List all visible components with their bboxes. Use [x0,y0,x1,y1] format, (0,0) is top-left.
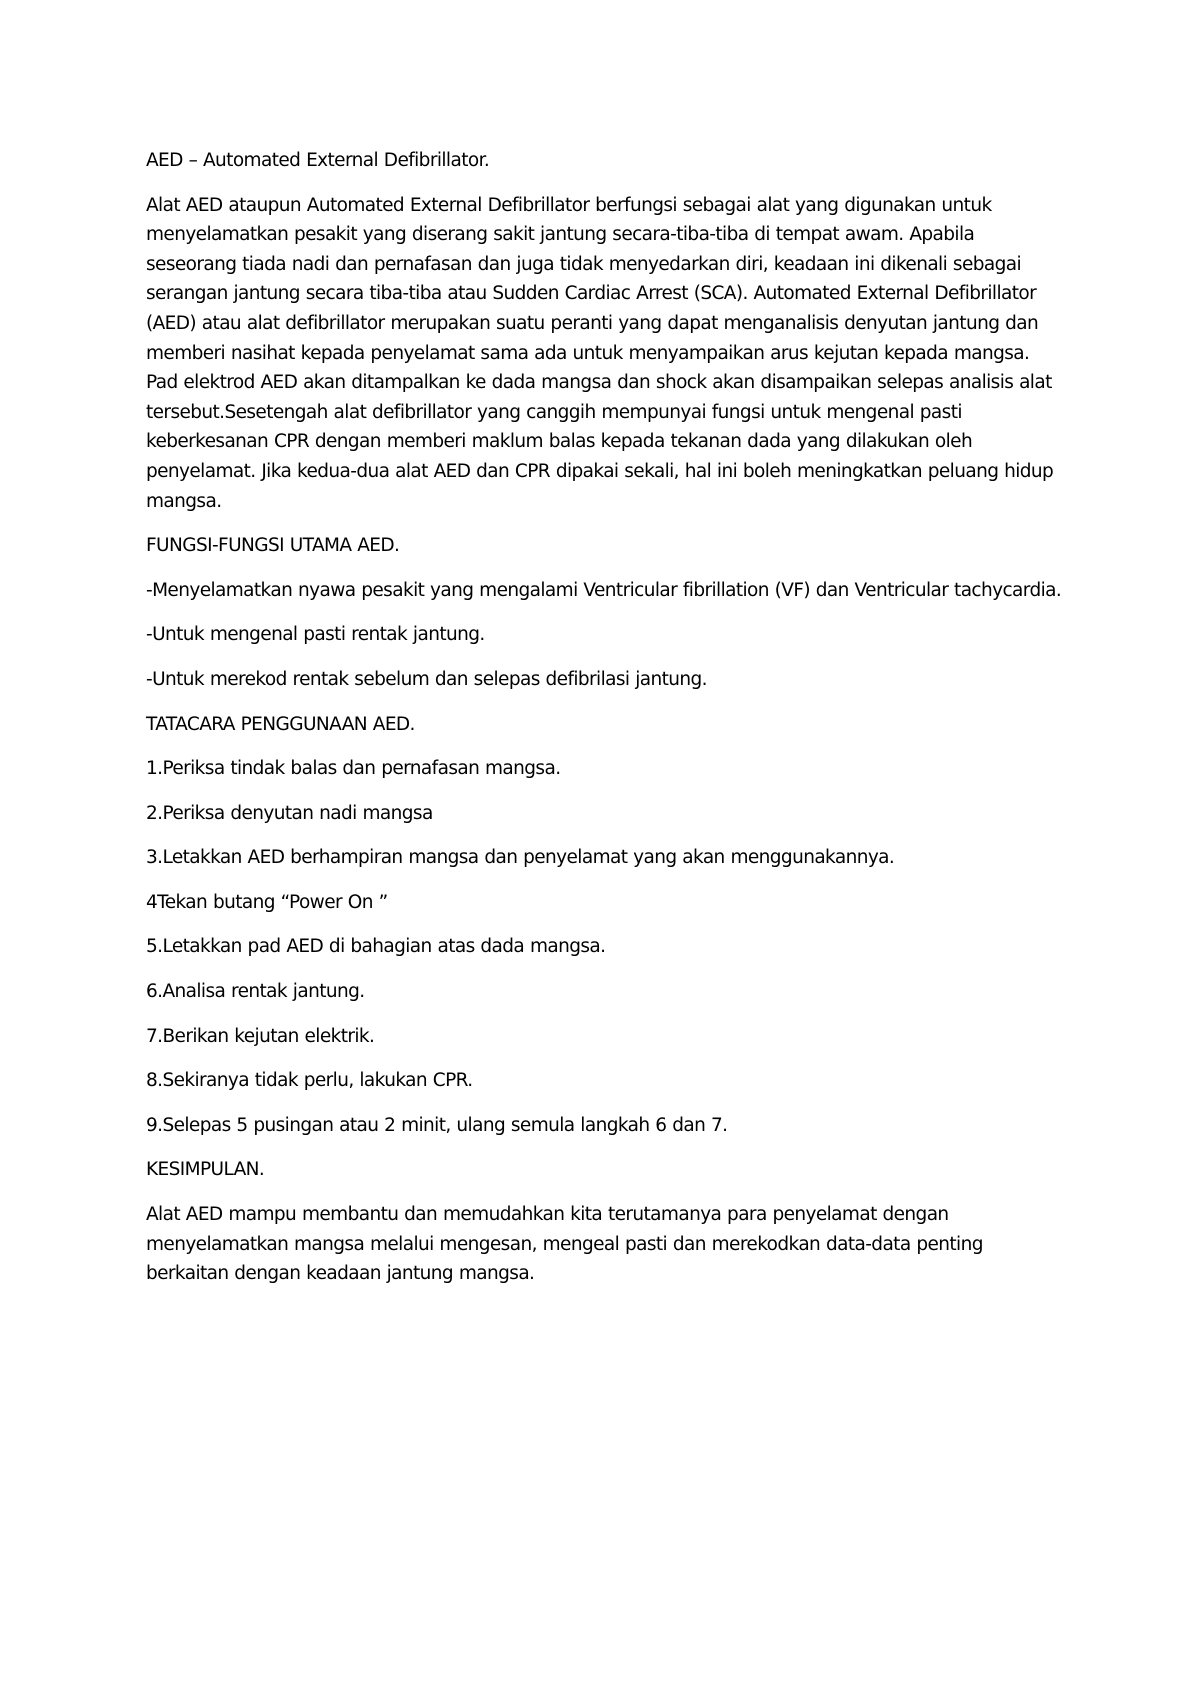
functions-heading: FUNGSI-FUNGSI UTAMA AED. [146,535,400,557]
procedure-step: 9.Selepas 5 pusingan atau 2 minit, ulang semula langkah 6 dan 7. [146,1114,728,1136]
procedure-step: 1.Periksa tindak balas dan pernafasan mangsa. [146,758,561,780]
document-title: AED – Automated External Defibrillator. [146,150,490,171]
conclusion-heading: KESIMPULAN. [146,1159,265,1181]
procedure-step: 4Tekan butang “Power On ” [146,891,388,913]
procedure-heading: TATACARA PENGGUNAAN AED. [146,713,415,735]
intro-paragraph: Alat AED ataupun Automated External Defibrillator berfungsi sebagai alat yang digunakan untuk menyelamatkan pesakit yang diserang sakit jantung secara-tiba-tiba di tempat awam. Apabila seseorang tiada nadi dan pernafasan dan juga tidak menyedarkan diri, keadaan ini dikenali sebagai serangan jantung secara tiba-tiba atau Sudden Cardiac Arrest (SCA). Automated External Defibrillator (AED) atau alat defibrillator merupakan suatu peranti yang dapat menganalisis denyutan jantung dan memberi nasihat kepada penyelamat sama ada untuk menyampaikan arus kejutan kepada mangsa. Pad elektrod AED akan ditampalkan ke dada mangsa dan shock akan disampaikan selepas analisis alat tersebut.Sesetengah alat defibrillator yang canggih mempunyai fungsi untuk mengenal pasti keberkesanan CPR dengan memberi maklum balas kepada tekanan dada yang dilakukan oleh penyelamat. Jika kedua-dua alat AED dan CPR dipakai sekali, hal ini boleh meningkatkan peluang hidup mangsa. [146,194,1054,512]
procedure-step: 7.Berikan kejutan elektrik. [146,1025,375,1047]
procedure-step: 3.Letakkan AED berhampiran mangsa dan penyelamat yang akan menggunakannya. [146,847,895,869]
conclusion-paragraph: Alat AED mampu membantu dan memudahkan kita terutamanya para penyelamat dengan menyelamatkan mangsa melalui mengesan, mengeal pasti dan merekodkan data-data penting berkaitan dengan keadaan jantung mangsa. [146,1204,983,1285]
procedure-step: 8.Sekiranya tidak perlu, lakukan CPR. [146,1070,473,1092]
procedure-step: 6.Analisa rentak jantung. [146,981,365,1003]
function-item: -Menyelamatkan nyawa pesakit yang mengalami Ventricular fibrillation (VF) dan Ventricular tachycardia. [146,579,1062,601]
procedure-step: 5.Letakkan pad AED di bahagian atas dada mangsa. [146,936,606,958]
document-body [146,146,1066,1304]
function-item: -Untuk mengenal pasti rentak jantung. [146,624,485,646]
function-item: -Untuk merekod rentak sebelum dan selepas defibrilasi jantung. [146,668,707,690]
procedure-step: 2.Periksa denyutan nadi mangsa [146,802,433,824]
